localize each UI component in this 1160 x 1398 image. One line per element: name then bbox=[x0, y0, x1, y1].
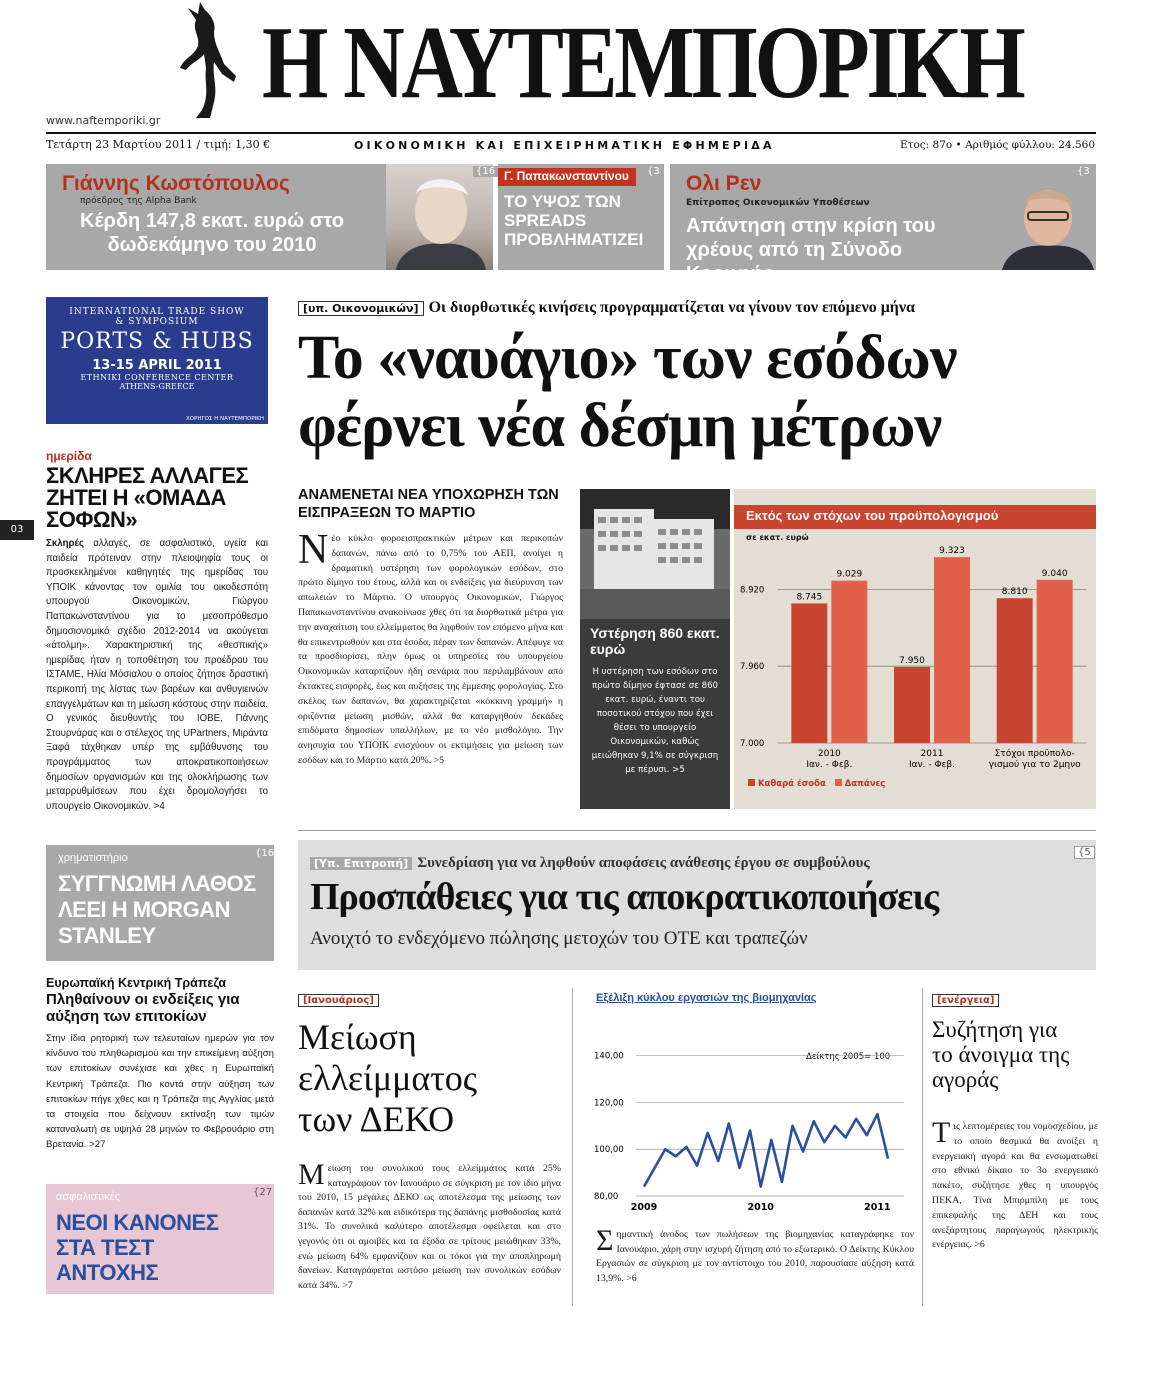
bar-chart-ytick-label: 7.000 bbox=[740, 739, 765, 749]
bar-category-label: Ιαν. - Φεβ. bbox=[909, 760, 955, 770]
line-chart-xtick-label: 2010 bbox=[747, 1202, 774, 1213]
story-tag: [ενέργεια] bbox=[932, 994, 999, 1007]
energy-dropcap: Τ bbox=[932, 1116, 951, 1149]
ministry-building-photo bbox=[580, 489, 730, 619]
bar-value-label: 9.040 bbox=[1041, 568, 1068, 579]
line-chart-ytick-label: 80,00 bbox=[594, 1192, 619, 1202]
legend-expenses: Δαπάνες bbox=[844, 779, 886, 789]
chart-legend bbox=[748, 779, 885, 789]
ministry-photo-block bbox=[580, 489, 730, 809]
box-headline: ΣΥΓΓΝΩΜΗ ΛΑΘΟΣ ΛΕΕΙ Η MORGAN STANLEY bbox=[58, 871, 256, 948]
masthead-title: Η ΝΑΥΤΕΜΠΟΡΙΚΗ bbox=[262, 5, 1023, 120]
ad-brand: PORTS & HUBS bbox=[60, 329, 254, 354]
ad-dates: 13-15 APRIL 2011 bbox=[92, 358, 222, 373]
ports-hubs-ad[interactable] bbox=[46, 297, 268, 424]
bar-expenses bbox=[1037, 580, 1073, 743]
story-tag: [Ιανουάριος] bbox=[298, 994, 379, 1007]
ad-venue2: ATHENS-GREECE bbox=[119, 382, 195, 391]
teaser-person-role: Επίτροπος Οικονομικών Υποθέσεων bbox=[686, 198, 870, 208]
main-subhead: ΑΝΑΜΕΝΕΤΑΙ ΝΕΑ ΥΠΟΧΩΡΗΣΗ ΤΩΝ ΕΙΣΠΡΑΞΕΩΝ ΤΟ ΜΑΡΤΙΟ bbox=[298, 487, 559, 521]
budget-bar-chart bbox=[734, 489, 1096, 809]
story-body bbox=[46, 537, 268, 814]
masthead-rule bbox=[46, 132, 1096, 134]
story-text: αλλαγές, σε ασφαλιστικό, υγεία και παιδεία πρότειναν στην πλειοψηφία τους οι προσκεκλημένοι καθηγητές της ημερίδας του ΥΠΟΙΚ κάνοντας τον ομιλία του οικοδεσπότη υπουργού Οικονομικών, Γιώργου Παπακωνσταντίνου για το μεσοπρόθεσμο δημοσιονομικό σχέδιο 2012-2014 να ακούγεται «άτολμη». Χαρακτηριστική της «θεσπικής» ημερίδας ήταν η τοποθέτηση του προέδρου του ΙΣΤΑΜΕ, Ηλία Μόσιαλου ο οποίος ζήτησε δραστική περικοπή της λίστας των βαρέων και ανθυγιεινών επαγγελμάτων και τη μείωση κόστους στην παιδεία. Ο γενικός διευθυντής του ΙΟΒΕ, Γιάννης Στουρνάρας και ο στέλεχος της UPartners, Μιράντα Ξαφά τάχθηκαν υπέρ της εμβάθυνσης του προγράμματος των αποκρατικοποιήσεων δημοσίων οργανισμών και της ολοκλήρωσης των μεταρρυθμίσεων που έχει δρομολογήσει το υπουργείο Οικονομικών. >4 bbox=[46, 538, 268, 812]
story-kicker: Ευρωπαϊκή Κεντρική Τράπεζα bbox=[46, 976, 227, 990]
chart-ylabel: σε εκατ. ευρώ bbox=[746, 533, 809, 542]
bar-revenue bbox=[997, 598, 1033, 743]
left-story-ecb bbox=[46, 976, 274, 1153]
box-page-ref: {27 bbox=[253, 1187, 273, 1198]
bar-category-label: γισμού για το 2μηνο bbox=[988, 760, 1081, 770]
band-tag: [Υπ. Επιτροπή] bbox=[310, 857, 412, 870]
deko-dropcap: Μ bbox=[298, 1158, 325, 1191]
bar-revenue bbox=[791, 603, 827, 743]
energy-story bbox=[932, 988, 1098, 1253]
line-chart-ytick-label: 120,00 bbox=[594, 1098, 624, 1109]
ad-sponsor: ΧΟΡΗΓΟΣ Η ΝΑΥΤΕΜΠΟΡΙΚΗ bbox=[185, 416, 264, 422]
line-chart-ytick-label: 100,00 bbox=[594, 1145, 624, 1156]
bar-value-label: 8.745 bbox=[796, 592, 823, 603]
box-morgan-stanley[interactable] bbox=[46, 845, 274, 961]
bar-chart-ytick-label: 8.920 bbox=[740, 585, 765, 596]
line-chart-ytick-label: 140,00 bbox=[594, 1051, 624, 1062]
ad-venue1: ETHNIKI CONFERENCE CENTER bbox=[80, 373, 234, 382]
masthead bbox=[0, 0, 1160, 160]
main-story-deck bbox=[298, 297, 1098, 317]
story-tag: [υπ. Οικονομικών] bbox=[298, 301, 424, 316]
ad-line2: & SYMPOSIUM bbox=[115, 317, 199, 327]
industry-series-line bbox=[644, 1114, 888, 1186]
main-body-text: έο κύκλο φοροεισπρακτικών μέτρων και περικοπών δαπανών, πάνω από το 0,75% του ΑΕΠ, ανοίγει η δραματική υστέρηση των φορολογικών εσόδων, στο πρώτο δίμηνο του έτους, αλλά και οι ενδείξεις για διεύρυνση των απωλειών το Μάρτιο. Ο υπουργός Οικονομικών, Γιώργος Παπακωνσταντίνου ανακοίνωσε χθες ότι τα διορθωτικά μέτρα για την αναχαίτιση του ελλείμματος θα ληφθούν τον επόμενο μήνα και θα επικεντρωθούν και στα έσοδα, πέραν των δαπανών. Απέφυγε να τα προσδιορίσει, πλην όμως οι υπηρεσίες του υπουργείου Οικονομικών καταρτίζουν ήδη σενάρια που περιλαμβάνουν από έκτακτες εισφορές, έως και αυξήσεις της έμμεσης φορολογίας. Στο σκέλος των δαπανών, θα χαρακτηρίζεται «κόκκινη γραμμή» η οριζόντια μείωση μισθών, αλλά θα καταργηθούν δεκάδες επιδόματα δημοσίων υπαλλήλων, με το νέο μισθολόγιο. Την ανησυχία του ΥΠΟΙΚ ενισχύουν οι εκτιμήσεις για μείωση των εσόδων και το Μάρτιο κατά 20%. >5 bbox=[298, 533, 563, 766]
story-body: Στην ίδια ρητορική των τελευταίων ημερών για τον κίνδυνο του πληθωρισμού και την επικείμενη αύξηση των επιτοκίων συνέχισε και χθες η Ευρωπαϊκή Κεντρική Τράπεζα. Πιο κοντά στην αύξηση των επιτοκίων πήγε χθες και η Τράπεζα της Αγγλίας μετά τα στοιχεία που δείχνουν εκτίναξη των τιμών καταναλωτή σε υψηλά 28 μηνών το Φεβρουάριο στη Βρετανία. >27 bbox=[46, 1033, 274, 1151]
bar-category-label: 2010 bbox=[817, 749, 841, 759]
bar-expenses bbox=[831, 581, 867, 743]
teaser-portrait bbox=[386, 164, 493, 270]
line-chart-xtick-label: 2011 bbox=[864, 1202, 891, 1213]
band-deck-text: Συνεδρίαση για να ληφθούν αποφάσεις ανάθεσης έργου σε συμβούλους bbox=[417, 855, 870, 871]
bar-category-label: Ιαν. - Φεβ. bbox=[806, 760, 853, 770]
teaser-page-ref: {3 bbox=[1077, 166, 1090, 177]
column-rule bbox=[572, 988, 573, 1306]
ad-line1: INTERNATIONAL TRADE SHOW bbox=[69, 307, 245, 317]
energy-body-text: ις λεπτομέρειες του νομοσχεδίου, με το οποίο θεσμικά θα ανοίξει η ενεργειακή αγορά και θα ενσωματωθεί στο εθνικό δίκαιο το 3ο ενεργειακό πακέτο, συζήτησε χθες η υπουργός ΠΕΚΑ, Τίνα Μπιρμπίλη με τους επικεφαλής της ΔΕΗ και τους ανεξάρτητους παραγωγούς ηλεκτρικής ενέργειας. >6 bbox=[932, 1121, 1098, 1251]
box-headline: ΝΕΟΙ ΚΑΝΟΝΕΣ ΣΤΑ ΤΕΣΤ ΑΝΤΟΧΗΣ bbox=[56, 1210, 219, 1285]
issue-date-price: Τετάρτη 23 Μαρτίου 2011 / τιμή: 1,30 € bbox=[46, 138, 271, 151]
box-stress-tests[interactable] bbox=[46, 1184, 274, 1294]
bar-category-label: Στόχοι προϋπολο- bbox=[994, 749, 1075, 759]
deko-story bbox=[298, 988, 561, 1293]
section-divider bbox=[298, 830, 1096, 831]
legend-swatch-expenses bbox=[835, 779, 842, 786]
chart-title: Εκτός των στόχων του προϋπολογισμού bbox=[746, 508, 999, 523]
box-kicker: ασφαλιστικές bbox=[56, 1191, 120, 1203]
story-body bbox=[932, 1116, 1098, 1253]
industry-story bbox=[596, 1224, 914, 1286]
bar-value-label: 8.810 bbox=[1001, 587, 1028, 598]
page-number-marker: 03 bbox=[0, 520, 34, 540]
teaser-portrait bbox=[996, 178, 1096, 270]
bar-expenses bbox=[934, 557, 970, 743]
left-story-experts bbox=[46, 449, 268, 814]
story-deck: Οι διορθωτικές κινήσεις προγραμματίζεται να γίνουν τον επόμενο μήνα bbox=[428, 299, 915, 316]
bar-value-label: 7.950 bbox=[899, 656, 925, 666]
teaser-headline: Απάντηση στην κρίση του χρέους από τη Σύνοδο Κορυφής bbox=[686, 215, 936, 285]
teaser-rehn[interactable] bbox=[670, 164, 1096, 285]
bar-chart-ytick-label: 7.960 bbox=[740, 662, 765, 673]
story-headline[interactable]: Πληθαίνουν οι ενδείξεις για αύξηση των επιτοκίων bbox=[46, 991, 240, 1025]
box-page-ref: {16 bbox=[255, 848, 275, 859]
industry-dropcap: Σ bbox=[596, 1224, 614, 1257]
teaser-person-name: Γιάννης Κωστόπουλος bbox=[62, 172, 290, 195]
bar-category-label: 2011 bbox=[920, 749, 944, 759]
bar-value-label: 9.029 bbox=[836, 569, 863, 580]
photo-caption-title: Υστέρηση 860 εκατ. ευρώ bbox=[590, 625, 720, 657]
story-lead: Σκληρές bbox=[46, 538, 84, 549]
bar-revenue bbox=[894, 667, 930, 743]
teaser-papakonstantinou[interactable] bbox=[498, 164, 664, 270]
teaser-headline: ΤΟ ΥΨΟΣ ΤΩΝ SPREADS ΠΡΟΒΛΗΜΑΤΙΖΕΙ bbox=[504, 192, 644, 249]
line-chart-xtick-label: 2009 bbox=[630, 1202, 658, 1213]
teaser-page-ref: {16 bbox=[473, 166, 498, 177]
main-story-body bbox=[298, 527, 563, 769]
band-deck bbox=[310, 852, 870, 872]
issue-number: Ετος: 87ο • Αριθμός φύλλου: 24.560 bbox=[899, 139, 1095, 151]
band-page-ref: {5 bbox=[1074, 846, 1095, 859]
teaser-headline: Κέρδη 147,8 εκατ. ευρώ στο δωδεκάμηνο του 2010 bbox=[80, 210, 344, 256]
band-subhead: Ανοιχτό το ενδεχόμενο πώλησης μετοχών του ΟΤΕ και τραπεζών bbox=[310, 928, 808, 949]
story-body bbox=[298, 1158, 561, 1293]
story-headline[interactable]: ΣΚΛΗΡΕΣ ΑΛΛΑΓΕΣ ΖΗΤΕΙ Η «ΟΜΑΔΑ ΣΟΦΩΝ» bbox=[46, 463, 249, 532]
privatization-band bbox=[298, 840, 1096, 970]
hermes-logo-icon bbox=[170, 2, 240, 120]
industry-line-chart bbox=[582, 988, 914, 1214]
teaser-strip bbox=[46, 164, 1096, 285]
story-headline[interactable]: Μείωση ελλείμματος των ΔΕΚΟ bbox=[298, 1017, 478, 1139]
teaser-person-name: Γ. Παπακωνσταντίνου bbox=[504, 169, 629, 183]
legend-revenue: Καθαρά έσοδα bbox=[757, 779, 826, 789]
teaser-page-ref: {3 bbox=[644, 166, 663, 177]
masthead-subtitle: ΟΙΚΟΝΟΜΙΚΗ ΚΑΙ ΕΠΙΧΕΙΡΗΜΑΤΙΚΗ ΕΦΗΜΕΡΙΔΑ bbox=[354, 139, 775, 152]
story-kicker: ημερίδα bbox=[46, 449, 92, 463]
main-dropcap: Ν bbox=[298, 527, 329, 573]
industry-body-text: ημαντική άνοδος των πωλήσεων της βιομηχανίας καταγράφηκε τον Ιανουάριο, χάρη στην ισχυρή ζήτηση από το εξωτερικό. Ο Δείκτης Κύκλου Εργασιών σε σύγκριση με τον αντίστοιχο του 2010, παρουσίασε αύξηση κατά 13,9%. >6 bbox=[596, 1229, 914, 1284]
main-headline-line1[interactable]: Το «ναυάγιο» των εσόδων bbox=[298, 324, 957, 392]
teaser-kostopoulos[interactable] bbox=[46, 164, 496, 270]
main-headline-line2[interactable]: φέρνει νέα δέσμη μέτρων bbox=[298, 392, 942, 460]
band-headline[interactable]: Προσπάθειες για τις αποκρατικοποιήσεις bbox=[310, 876, 939, 918]
teaser-person-role: πρόεδρος της Alpha Bank bbox=[80, 196, 197, 206]
deko-body-text: είωση του συνολικού τους ελλείμματος κατά 25% καταγράφουν τον Ιανουάριο σε σύγκριση με τον ίδιο μήνα του 2010, 15 μεγάλες ΔΕΚΟ ως αποτέλεσμα της μείωσης των δαπανών κατά 32% και ειδικότερα της δαπάνης μισθοδοσίας κατά 31%. Το συνολικά καλύτερο αποτέλεσμα οφείλεται και στο γεγονός ότι οι αμοιβές και τα έξοδα σε τρίτους μειώθηκαν 33%, ενώ μείωση 64% εμφανίζουν και οι τόκοι για την αποπληρωμή δανείων. Καταγράφεται ωστόσο μείωση των συνολικών εσόδων κατά 34%. >7 bbox=[298, 1163, 561, 1291]
website-link[interactable]: www.naftemporiki.gr bbox=[46, 114, 161, 127]
photo-caption: Η υστέρηση των εσόδων στο πρώτο δίμηνο έφτασε σε 860 εκατ. ευρώ, έναντι του ποσοτικού στόχου που έχει θέσει το υπουργείο Οικονομικών, καθώς μειώθηκαν 9,1% σε σύγκριση με πέρυσι. >5 bbox=[591, 667, 719, 775]
column-rule bbox=[922, 988, 923, 1306]
legend-swatch-revenue bbox=[748, 779, 755, 786]
line-chart-title: Εξέλιξη κύκλου εργασιών της βιομηχανίας bbox=[596, 992, 817, 1004]
bar-value-label: 9.323 bbox=[939, 546, 965, 557]
line-chart-plot bbox=[582, 988, 914, 1214]
story-headline[interactable]: Συζήτηση για το άνοιγμα της αγοράς bbox=[932, 1017, 1070, 1092]
teaser-person-name: Ολι Ρεν bbox=[686, 172, 762, 195]
box-kicker: χρηματιστήριο bbox=[58, 852, 128, 864]
bar-chart-plot bbox=[734, 489, 1096, 809]
line-chart-note: Δείκτης 2005= 100 bbox=[806, 1052, 891, 1062]
